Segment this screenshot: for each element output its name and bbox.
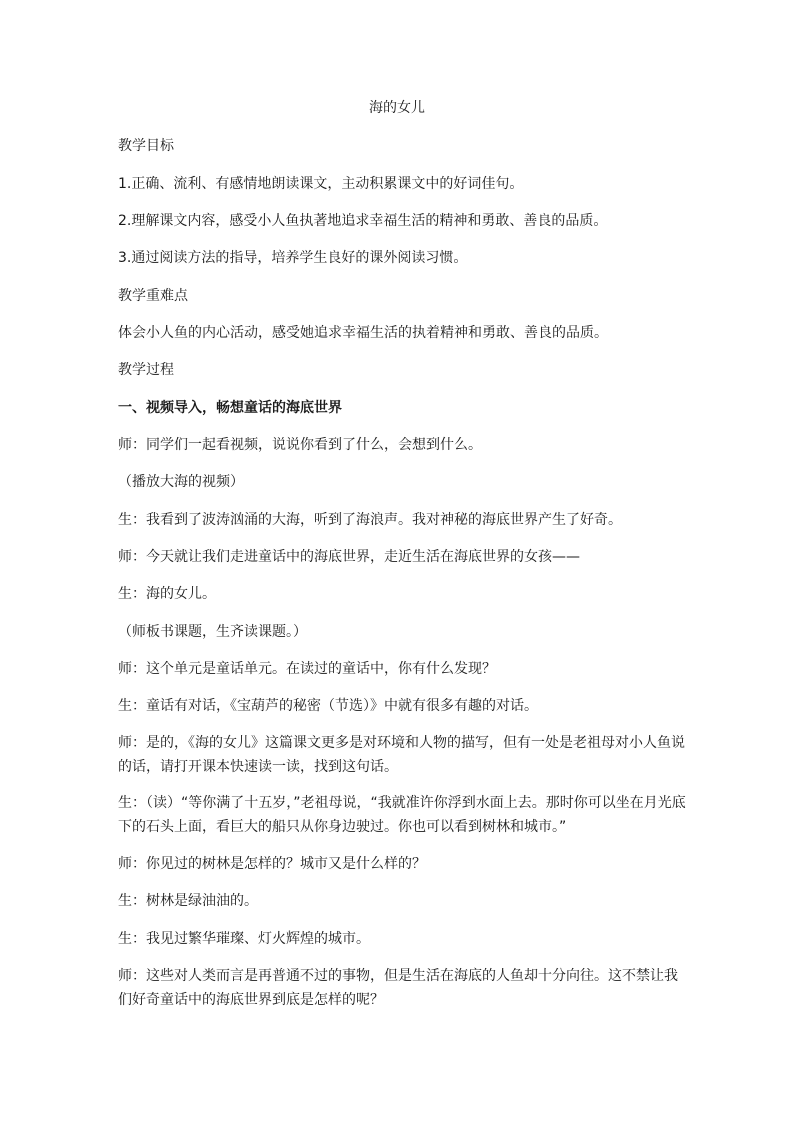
dialogue-line: 生：树林是绿油油的。: [118, 893, 258, 909]
stage-note: （播放大海的视频）: [118, 474, 244, 490]
dialogue-line: 生：海的女儿。: [118, 586, 216, 602]
dialogue-line: 师：这些对人类而言是再普通不过的事物，但是生活在海底的人鱼却十分向往。这不禁让我们好奇童话中的海底世界到底是怎样的呢？: [118, 968, 678, 1008]
stage-note: （师板书课题，生齐读课题。）: [118, 624, 307, 640]
section-heading-objectives: 教学目标: [118, 138, 174, 154]
dialogue-line: 师：你见过的树林是怎样的？城市又是什么样的？: [118, 856, 426, 872]
document-title: 海的女儿: [369, 100, 425, 116]
section-heading-process: 教学过程: [118, 362, 174, 378]
section-heading-key-points: 教学重难点: [118, 288, 188, 304]
paragraph-key-points: 体会小人鱼的内心活动，感受她追求幸福生活的执着精神和勇敢、善良的品质。: [118, 325, 608, 341]
dialogue-line: 师：今天就让我们走进童话中的海底世界，走近生活在海底世界的女孩——: [118, 549, 580, 565]
dialogue-line: 生：（读）“等你满了十五岁，”老祖母说，“我就准许你浮到水面上去。那时你可以坐在月光底下的石头上面，看巨大的船只从你身边驶过。你也可以看到树林和城市。”: [118, 795, 686, 835]
dialogue-line: 师：同学们一起看视频，说说你看到了什么，会想到什么。: [118, 437, 482, 453]
paragraph-objective-2: 2.理解课文内容，感受小人鱼执著地追求幸福生活的精神和勇敢、善良的品质。: [118, 213, 608, 229]
paragraph-objective-1: 1.正确、流利、有感情地朗读课文，主动积累课文中的好词佳句。: [118, 176, 524, 192]
dialogue-line: 师：这个单元是童话单元。在读过的童话中，你有什么发现？: [118, 661, 496, 677]
dialogue-line: 生：我见过繁华璀璨、灯火辉煌的城市。: [118, 931, 370, 947]
paragraph-objective-3: 3.通过阅读方法的指导，培养学生良好的课外阅读习惯。: [118, 250, 468, 266]
dialogue-line: 师：是的，《海的女儿》这篇课文更多是对环境和人物的描写，但有一处是老祖母对小人鱼说的话，请打开课本快速读一读，找到这句话。: [118, 735, 685, 775]
subsection-heading-1: 一、视频导入，畅想童话的海底世界: [118, 400, 342, 416]
dialogue-line: 生：童话有对话，《宝葫芦的秘密（节选）》中就有很多有趣的对话。: [118, 698, 538, 714]
dialogue-line: 生：我看到了波涛汹涌的大海，听到了海浪声。我对神秘的海底世界产生了好奇。: [118, 512, 622, 528]
